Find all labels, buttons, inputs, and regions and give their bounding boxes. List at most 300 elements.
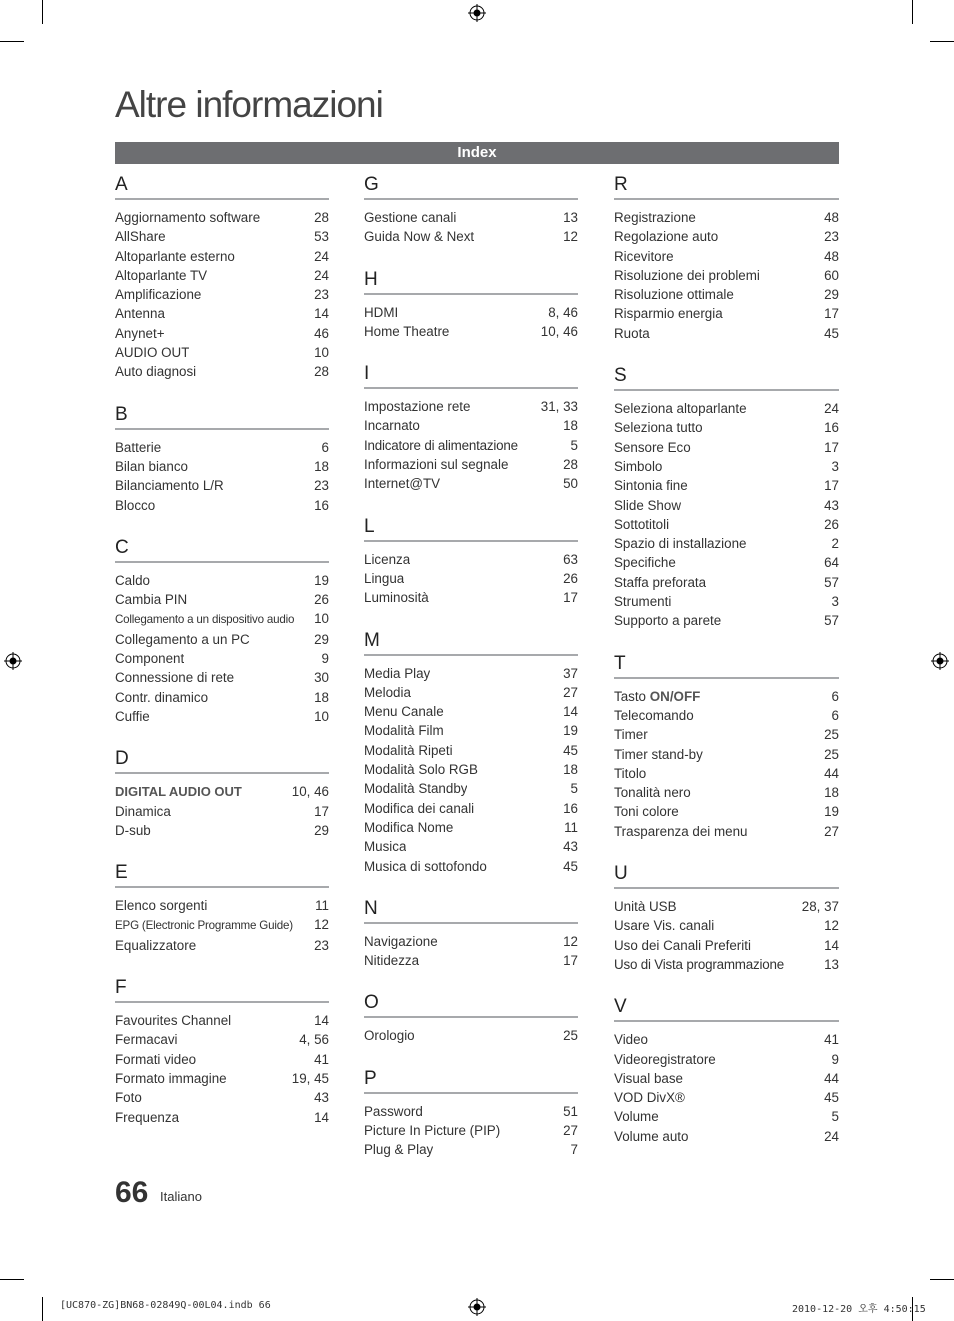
index-entry: [614, 266, 839, 285]
index-entry: [364, 1102, 578, 1121]
index-entry: [364, 550, 578, 569]
index-entry: [614, 515, 839, 534]
index-entry: [115, 649, 329, 668]
entry-page: 63: [563, 551, 578, 567]
entry-name: Risoluzione dei problemi: [614, 267, 760, 283]
entry-name: Cambia PIN: [115, 592, 188, 608]
index-entry: [115, 630, 329, 649]
entry-page: 23: [314, 478, 329, 494]
index-entry: [364, 760, 578, 779]
entry-page: 17: [314, 803, 329, 819]
crop-mark: [930, 41, 954, 42]
entry-page: 6: [831, 707, 839, 723]
index-entry: [115, 802, 329, 821]
entry-page: 16: [314, 497, 329, 513]
entry-name: Ruota: [614, 325, 650, 341]
entry-name: Collegamento a un dispositivo audio: [115, 613, 295, 627]
section-letter: M: [364, 630, 578, 656]
entry-page: 27: [563, 1123, 578, 1139]
entry-name: Fermacavi: [115, 1032, 178, 1048]
entry-page: 12: [314, 917, 329, 933]
index-entry: [614, 764, 839, 783]
index-entry: [614, 592, 839, 611]
index-entry: [364, 474, 578, 493]
entry-name: Blocco: [115, 497, 156, 513]
index-entry: [115, 936, 329, 955]
entry-page: 41: [824, 1032, 839, 1048]
entry-name: Favourites Channel: [115, 1013, 232, 1029]
entry-name: Collegamento a un PC: [115, 631, 250, 647]
index-entry: [364, 779, 578, 798]
section-letter: U: [614, 863, 839, 889]
entry-name: Cuffie: [115, 708, 150, 724]
index-column-1: [115, 174, 329, 1149]
entry-name: Unità USB: [614, 899, 677, 915]
entry-name: Risoluzione ottimale: [614, 287, 734, 303]
section-letter: B: [115, 404, 329, 430]
entry-page: 13: [563, 210, 578, 225]
entry-name: Licenza: [364, 551, 411, 567]
entry-name: Frequenza: [115, 1109, 180, 1125]
index-entry: [614, 936, 839, 955]
index-entry: [614, 304, 839, 323]
registration-mark-icon: [468, 1298, 486, 1316]
entry-name: Sintonia fine: [614, 478, 688, 494]
entry-page: 17: [824, 439, 839, 455]
registration-mark-icon: [468, 4, 486, 22]
index-entry: [614, 706, 839, 725]
index-section-l: [364, 516, 578, 608]
crop-mark: [0, 1279, 24, 1280]
entry-page: 18: [563, 762, 578, 778]
index-section-u: [614, 863, 839, 974]
entry-name: Foto: [115, 1090, 142, 1106]
entry-name: Tasto ON/OFF: [614, 688, 701, 704]
entry-page: 26: [314, 592, 329, 608]
index-entry: [115, 688, 329, 707]
index-section-e: [115, 862, 329, 955]
index-entry: [364, 857, 578, 876]
index-entry: [614, 324, 839, 343]
index-section-f: [115, 977, 329, 1127]
entry-name: Seleziona tutto: [614, 420, 703, 436]
entry-name: Password: [364, 1103, 423, 1119]
index-entry: [614, 496, 839, 515]
entry-page: 17: [824, 306, 839, 322]
entry-page: 28: [314, 210, 329, 225]
entry-page: 31, 33: [540, 399, 578, 415]
entry-page: 25: [563, 1028, 578, 1044]
index-section-t: [614, 653, 839, 841]
index-section-h: [364, 269, 578, 342]
index-entry: [614, 247, 839, 266]
section-letter: A: [115, 174, 329, 200]
entry-page: 60: [824, 267, 839, 283]
index-section-m: [364, 630, 578, 876]
entry-page: 24: [314, 267, 329, 283]
entry-name: Incarnato: [364, 418, 420, 434]
index-entry: [364, 322, 578, 341]
index-entry: [115, 457, 329, 476]
index-section-c: [115, 537, 329, 726]
entry-page: 18: [824, 785, 839, 801]
entry-name: Toni colore: [614, 804, 679, 820]
entry-name: Formati video: [115, 1051, 197, 1067]
index-entry: [115, 476, 329, 495]
entry-name: Menu Canale: [364, 704, 444, 720]
index-entry: [115, 1069, 329, 1088]
print-slug-file: [UC870-ZG]BN68-02849Q-00L04.indb 66: [60, 1300, 271, 1311]
entry-name: Trasparenza dei menu: [614, 823, 748, 839]
entry-name: VOD DivX®: [614, 1090, 685, 1106]
entry-page: 17: [563, 590, 578, 606]
entry-name: Amplificazione: [115, 287, 202, 303]
entry-page: 24: [824, 1128, 839, 1144]
entry-name: Impostazione rete: [364, 399, 471, 415]
section-letter: N: [364, 898, 578, 924]
index-entry: [614, 687, 839, 706]
entry-page: 10, 46: [540, 323, 578, 339]
entry-name: Dinamica: [115, 803, 171, 819]
entry-name: Plug & Play: [364, 1142, 434, 1158]
entry-page: 18: [314, 458, 329, 474]
entry-page: 10: [314, 611, 329, 627]
section-letter: T: [614, 653, 839, 679]
entry-page: 19: [824, 804, 839, 820]
entry-name: Registrazione: [614, 210, 696, 225]
section-letter: L: [364, 516, 578, 542]
entry-name: Modalità Solo RGB: [364, 762, 478, 778]
index-entry: [364, 951, 578, 970]
index-entry: [614, 725, 839, 744]
entry-name: Musica di sottofondo: [364, 858, 487, 874]
registration-mark-icon: [931, 652, 949, 670]
index-entry: [614, 457, 839, 476]
index-entry: [364, 818, 578, 837]
section-letter: I: [364, 363, 578, 389]
entry-name: Slide Show: [614, 497, 681, 513]
index-entry: [115, 609, 329, 629]
entry-page: 2: [831, 536, 839, 552]
entry-name: Modalità Ripeti: [364, 742, 453, 758]
entry-page: 23: [824, 229, 839, 245]
entry-page: 53: [314, 229, 329, 245]
entry-name: Elenco sorgenti: [115, 898, 208, 914]
section-letter: O: [364, 992, 578, 1018]
entry-page: 10, 46: [291, 784, 329, 800]
page-language: Italiano: [160, 1189, 202, 1204]
index-section-a: [115, 174, 329, 382]
entry-name: Antenna: [115, 306, 165, 322]
crop-mark: [42, 0, 43, 24]
index-entry: [614, 227, 839, 246]
entry-page: 18: [563, 418, 578, 434]
entry-name: Connessione di rete: [115, 670, 235, 686]
entry-page: 45: [824, 1090, 839, 1106]
index-entry: [614, 1030, 839, 1049]
index-entry: [614, 611, 839, 630]
entry-name: Batterie: [115, 439, 162, 455]
entry-page: 12: [563, 933, 578, 949]
entry-name: Gestione canali: [364, 210, 457, 225]
entry-page: 23: [314, 937, 329, 953]
entry-name: Contr. dinamico: [115, 689, 209, 705]
entry-page: 44: [824, 1070, 839, 1086]
entry-page: 27: [824, 823, 839, 839]
index-section-r: [614, 174, 839, 343]
index-entry: [364, 227, 578, 246]
section-letter: H: [364, 269, 578, 295]
index-section-v: [614, 996, 839, 1146]
entry-name: Internet@TV: [364, 476, 441, 492]
index-entry: [614, 1050, 839, 1069]
entry-name: Tonalità nero: [614, 785, 691, 801]
entry-name: Altoparlante esterno: [115, 248, 235, 264]
index-entry: [364, 741, 578, 760]
entry-page: 30: [314, 670, 329, 686]
entry-name: Telecomando: [614, 707, 694, 723]
entry-page: 6: [321, 439, 329, 455]
index-entry: [115, 915, 329, 935]
entry-page: 5: [570, 781, 578, 797]
index-entry: [364, 588, 578, 607]
entry-page: 29: [314, 822, 329, 838]
entry-name: Bilan bianco: [115, 458, 188, 474]
entry-name: Sottotitoli: [614, 516, 670, 532]
entry-name: Media Play: [364, 665, 431, 681]
entry-page: 5: [570, 437, 578, 453]
index-entry: [115, 1050, 329, 1069]
entry-page: 45: [824, 325, 839, 341]
entry-name-bold: ON/OFF: [649, 688, 701, 704]
entry-name: Home Theatre: [364, 323, 450, 339]
index-entry: [115, 285, 329, 304]
index-entry: [614, 553, 839, 572]
index-entry: [115, 343, 329, 362]
entry-page: 17: [563, 953, 578, 969]
entry-page: 17: [824, 478, 839, 494]
entry-name: Musica: [364, 839, 407, 855]
index-entry: [115, 304, 329, 323]
crop-mark: [930, 1279, 954, 1280]
entry-name: Modifica dei canali: [364, 800, 475, 816]
entry-name: Nitidezza: [364, 953, 420, 969]
entry-page: 57: [824, 613, 839, 629]
entry-page: 25: [824, 727, 839, 743]
index-entry: [364, 799, 578, 818]
entry-name: Formato immagine: [115, 1070, 227, 1086]
entry-name: D-sub: [115, 822, 151, 838]
entry-name: Modalità Standby: [364, 781, 468, 797]
index-entry: [614, 897, 839, 916]
index-column-2: [364, 174, 578, 1182]
entry-page: 5: [831, 1109, 839, 1125]
entry-page: 19, 45: [291, 1070, 329, 1086]
entry-name: Ricevitore: [614, 248, 674, 264]
index-section-o: [364, 992, 578, 1045]
page-number: 66: [115, 1176, 149, 1209]
entry-page: 8, 46: [548, 304, 578, 320]
entry-page: 9: [831, 1051, 839, 1067]
entry-page: 19: [563, 723, 578, 739]
crop-mark: [42, 1297, 43, 1321]
index-section-i: [364, 363, 578, 493]
index-entry: [115, 1088, 329, 1107]
entry-name: Picture In Picture (PIP): [364, 1123, 501, 1139]
entry-page: 4, 56: [299, 1032, 329, 1048]
entry-page: 45: [563, 858, 578, 874]
entry-page: 3: [831, 458, 839, 474]
index-entry: [364, 932, 578, 951]
entry-name: Luminosità: [364, 590, 429, 606]
index-entry: [614, 399, 839, 418]
section-letter: C: [115, 537, 329, 563]
entry-page: 64: [824, 555, 839, 571]
entry-page: 23: [314, 287, 329, 303]
entry-name: HDMI: [364, 304, 399, 320]
index-entry: [115, 821, 329, 840]
index-entry: [364, 1026, 578, 1045]
index-entry: [115, 707, 329, 726]
index-entry: [614, 438, 839, 457]
entry-name: Visual base: [614, 1070, 683, 1086]
entry-page: 14: [314, 1013, 329, 1029]
index-entry: [614, 573, 839, 592]
entry-page: 11: [564, 819, 578, 835]
index-section-s: [614, 365, 839, 631]
entry-name: Supporto a parete: [614, 613, 722, 629]
index-entry: [115, 782, 329, 801]
index-section-n: [364, 898, 578, 971]
entry-page: 19: [314, 572, 329, 588]
section-letter: P: [364, 1068, 578, 1094]
entry-page: 27: [563, 684, 578, 700]
entry-name: Orologio: [364, 1028, 415, 1044]
index-entry: [614, 476, 839, 495]
entry-name: Usare Vis. canali: [614, 918, 715, 934]
entry-name: Volume: [614, 1109, 659, 1125]
index-section-b: [115, 404, 329, 515]
index-section-g: [364, 174, 578, 247]
index-entry: [115, 1030, 329, 1049]
entry-name: Caldo: [115, 572, 150, 588]
index-entry: [115, 266, 329, 285]
index-entry: [364, 303, 578, 322]
entry-page: 29: [824, 287, 839, 303]
section-letter: F: [115, 977, 329, 1003]
index-entry: [364, 837, 578, 856]
entry-name: DIGITAL AUDIO OUT: [115, 784, 242, 800]
index-entry: [115, 247, 329, 266]
index-entry: [115, 208, 329, 227]
index-entry: [115, 438, 329, 457]
entry-page: 11: [315, 898, 329, 914]
crop-mark: [912, 0, 913, 24]
index-entry: [115, 590, 329, 609]
index-entry: [364, 569, 578, 588]
entry-page: 9: [321, 651, 329, 667]
entry-name: Bilanciamento L/R: [115, 478, 224, 494]
entry-name: Indicatore di alimentazione: [364, 437, 518, 453]
index-entry: [614, 802, 839, 821]
entry-page: 48: [824, 248, 839, 264]
index-entry: [115, 362, 329, 381]
index-entry: [115, 571, 329, 590]
index-entry: [614, 1088, 839, 1107]
entry-page: 14: [314, 1109, 329, 1125]
index-section-p: [364, 1068, 578, 1160]
entry-page: 10: [314, 345, 329, 361]
entry-page: 50: [563, 476, 578, 492]
index-entry: [614, 1069, 839, 1088]
index-column-3: [614, 174, 839, 1168]
entry-name: Regolazione auto: [614, 229, 719, 245]
entry-name: Informazioni sul segnale: [364, 457, 509, 473]
entry-page: 37: [563, 665, 578, 681]
entry-page: 43: [824, 497, 839, 513]
index-entry: [364, 1121, 578, 1140]
index-entry: [614, 534, 839, 553]
entry-page: 26: [824, 516, 839, 532]
index-entry: [115, 227, 329, 246]
section-letter: E: [115, 862, 329, 888]
index-entry: [614, 955, 839, 974]
entry-name: Anynet+: [115, 325, 165, 341]
entry-name: Melodia: [364, 684, 411, 700]
entry-page: 25: [824, 746, 839, 762]
index-entry: [614, 916, 839, 935]
entry-name: Timer: [614, 727, 648, 743]
entry-page: 18: [314, 689, 329, 705]
index-entry: [115, 496, 329, 515]
entry-page: 28, 37: [801, 899, 839, 915]
entry-name: Video: [614, 1032, 649, 1048]
entry-name: Staffa preforata: [614, 574, 707, 590]
section-letter: G: [364, 174, 578, 200]
entry-name: Navigazione: [364, 933, 438, 949]
index-entry: [614, 745, 839, 764]
index-entry: [364, 683, 578, 702]
entry-name: Volume auto: [614, 1128, 689, 1144]
index-entry: [364, 416, 578, 435]
entry-page: 12: [824, 918, 839, 934]
entry-name: Timer stand-by: [614, 746, 703, 762]
entry-name: Strumenti: [614, 594, 672, 610]
page-title: Altre informazioni: [115, 84, 383, 125]
entry-page: 13: [824, 956, 839, 972]
index-entry: [364, 721, 578, 740]
entry-name: Modalità Film: [364, 723, 444, 739]
entry-page: 24: [824, 401, 839, 417]
entry-name: Aggiornamento software: [115, 210, 261, 225]
entry-page: 14: [314, 306, 329, 322]
section-letter: V: [614, 996, 839, 1022]
index-entry: [115, 1011, 329, 1030]
index-entry: [614, 822, 839, 841]
entry-page: 48: [824, 210, 839, 225]
entry-name: Uso dei Canali Preferiti: [614, 937, 751, 953]
entry-name: Altoparlante TV: [115, 267, 208, 283]
entry-name: Videoregistratore: [614, 1051, 716, 1067]
entry-page: 28: [314, 364, 329, 380]
entry-page: 43: [563, 839, 578, 855]
entry-name: Sensore Eco: [614, 439, 691, 455]
entry-name: Uso di Vista programmazione: [614, 956, 784, 972]
entry-page: 46: [314, 325, 329, 341]
index-entry: [364, 664, 578, 683]
entry-name: AllShare: [115, 229, 166, 245]
registration-mark-icon: [4, 652, 22, 670]
